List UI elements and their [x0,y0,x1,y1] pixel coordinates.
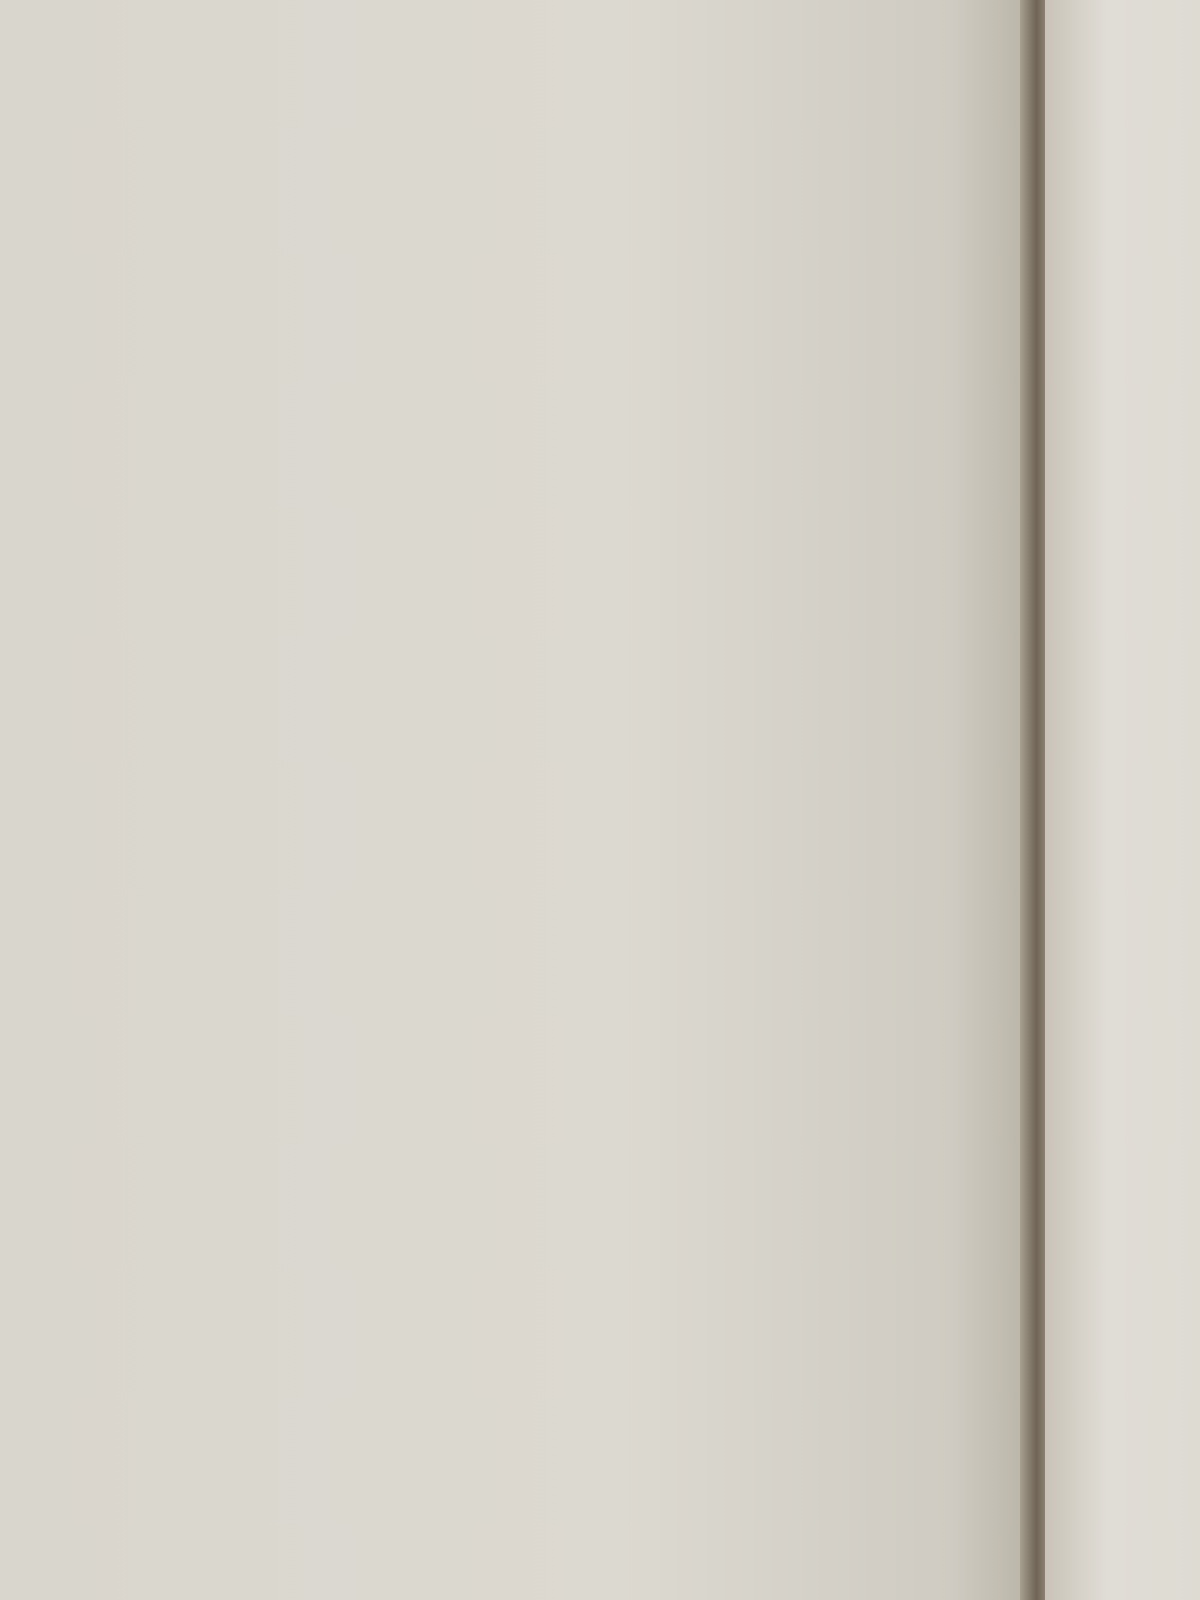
book-page-right [1045,0,1200,1600]
table-of-contents [135,48,995,65]
